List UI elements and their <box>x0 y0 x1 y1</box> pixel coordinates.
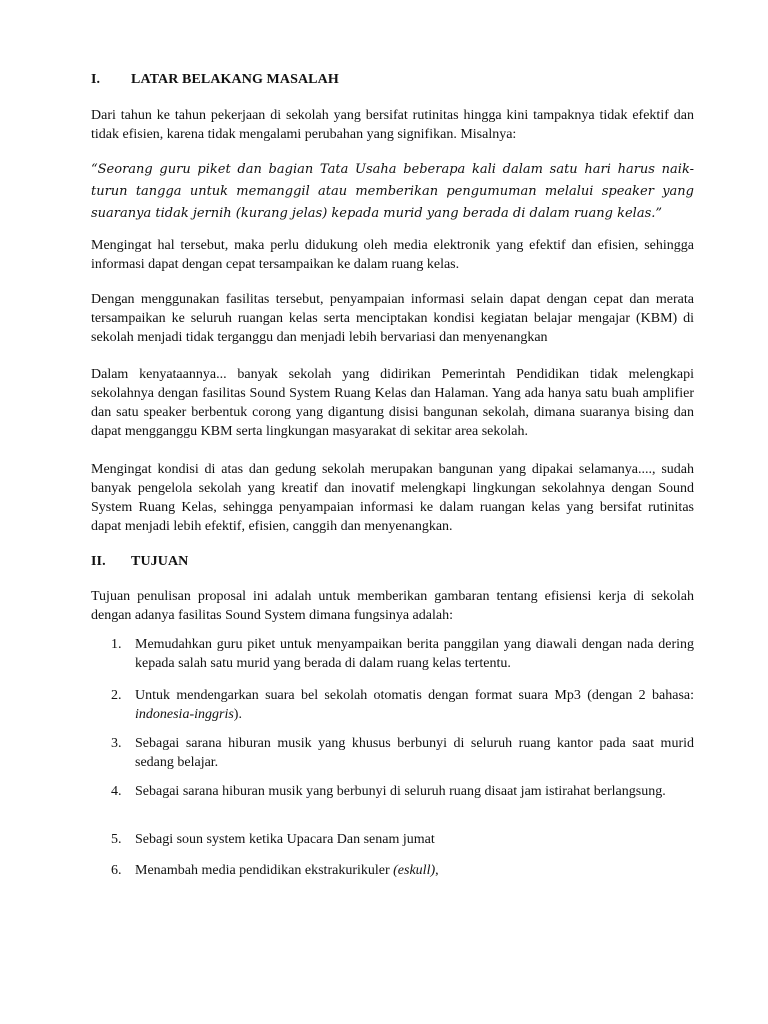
list-text-italic: (eskull) <box>393 863 436 878</box>
section-title: LATAR BELAKANG MASALAH <box>131 72 339 87</box>
paragraph-facility-benefit: Dengan menggunakan fasilitas tersebut, penyampaian informasi selain dapat dengan cepat dan merata tersampaikan ke seluruh ruangan kelas serta menciptakan kondisi kegiatan belajar mengajar (KBM) di sekolah menjadi tidak terganggu dan menjadi lebih bervariasi dan menyenangkan <box>91 292 694 345</box>
paragraph-reality: Dalam kenyataannya... banyak sekolah yang didirikan Pemerintah Pendidikan tidak melengkapi sekolahnya dengan fasilitas Sound System Ruang Kelas dan Halaman. Yang ada hanya satu buah amplifier dan satu speaker berbentuk corong yang digantung disisi bangunan sekolah, dimana suaranya bising dan dapat mengganggu KBM serta lingkungan masyarakat di sekitar area sekolah. <box>91 367 694 439</box>
list-number: 1. <box>111 637 122 652</box>
list-number: 6. <box>111 863 122 878</box>
list-text-italic: indonesia-inggris <box>135 707 234 722</box>
list-text: Untuk mendengarkan suara bel sekolah otomatis dengan format suara Mp3 (dengan 2 bahasa: <box>135 688 694 703</box>
list-item <box>111 635 694 673</box>
section-number: I. <box>91 72 101 87</box>
list-text: Sebagai sarana hiburan musik yang berbunyi di seluruh ruang disaat jam istirahat berlangsung. <box>135 784 666 799</box>
quote-example: “Seorang guru piket dan bagian Tata Usaha beberapa kali dalam satu hari harus naik-turun tangga untuk memanggil atau memberikan pengumuman melalui speaker yang suaranya tidak jernih (kurang jelas) kepada murid yang berada di dalam ruang kelas.” <box>91 162 694 221</box>
list-text: Memudahkan guru piket untuk menyampaikan berita panggilan yang diawali dengan nada dering kepada salah satu murid yang berada di dalam ruang kelas tertentu. <box>135 637 694 671</box>
section-title: TUJUAN <box>131 554 189 569</box>
list-text: Menambah media pendidikan ekstrakurikuler <box>135 863 394 878</box>
list-item <box>111 782 694 801</box>
list-number: 3. <box>111 736 122 751</box>
list-text: Sebagi soun system ketika Upacara Dan senam jumat <box>135 832 435 847</box>
paragraph-electronic-media: Mengingat hal tersebut, maka perlu didukung oleh media elektronik yang efektif dan efisien, sehingga informasi dapat dengan cepat tersampaikan ke dalam ruang kelas. <box>91 238 694 272</box>
list-number: 5. <box>111 832 122 847</box>
list-number: 4. <box>111 784 122 799</box>
paragraph-conditions: Mengingat kondisi di atas dan gedung sekolah merupakan bangunan yang dipakai selamanya...., sudah banyak pengelola sekolah yang kreatif dan inovatif melengkapi lingkungan sekolahnya dengan Sound System Ruang Kelas, sehingga penyampaian informasi ke dalam ruangan kelas yang bersifat rutinitas dapat menjadi lebih efektif, efisien, canggih dan menyenangkan. <box>91 462 694 534</box>
list-text-after: ). <box>233 707 242 722</box>
list-item <box>111 686 694 724</box>
list-text-after: , <box>435 863 439 878</box>
list-item <box>111 830 694 849</box>
section-number: II. <box>91 554 106 569</box>
list-number: 2. <box>111 688 122 703</box>
section-heading-tujuan <box>91 554 188 570</box>
paragraph-purpose: Tujuan penulisan proposal ini adalah untuk memberikan gambaran tentang efisiensi kerja di sekolah dengan adanya fasilitas Sound System dimana fungsinya adalah: <box>91 589 694 623</box>
list-item <box>111 734 694 772</box>
list-text: Sebagai sarana hiburan musik yang khusus berbunyi di seluruh ruang kantor pada saat murid sedang belajar. <box>135 736 694 770</box>
list-item <box>111 861 694 880</box>
paragraph-intro: Dari tahun ke tahun pekerjaan di sekolah yang bersifat rutinitas hingga kini tampaknya tidak efektif dan tidak efisien, karena tidak mengalami perubahan yang signifikan. Misalnya: <box>91 108 694 142</box>
section-heading-latar-belakang <box>91 72 339 88</box>
